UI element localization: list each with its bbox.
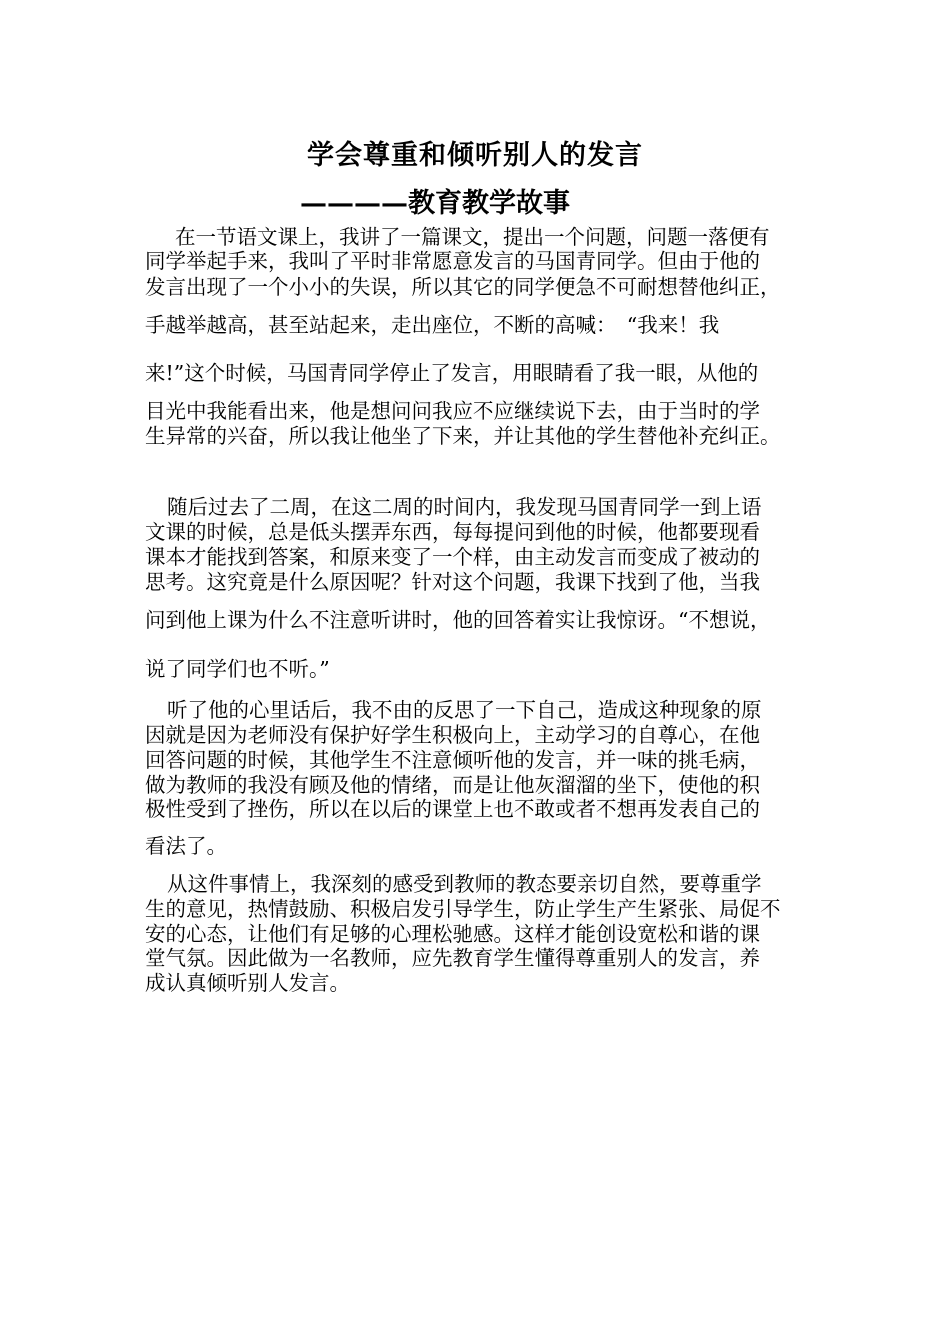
text-line: 说了同学们也不听。”	[145, 657, 330, 681]
text-line: 同学举起手来，我叫了平时非常愿意发言的马国青同学。但由于他的	[145, 249, 760, 273]
text-line: 安的心态，让他们有足够的心理松驰感。这样才能创设宽松和谐的课	[145, 922, 760, 946]
text-line: 来!”这个时候，马国青同学停止了发言，用眼睛看了我一眼，从他的	[145, 361, 759, 385]
text-line: 看法了。	[145, 834, 227, 858]
text-line: 文课的时候，总是低头摆弄东西，每每提问到他的时候，他都要现看	[145, 520, 760, 544]
text-line: 做为教师的我没有顾及他的情绪，而是让他灰溜溜的坐下，使他的积	[145, 773, 760, 797]
text-line: 极性受到了挫伤，所以在以后的课堂上也不敢或者不想再发表自己的	[145, 797, 760, 821]
text-line: 问到他上课为什么不注意听讲时，他的回答着实让我惊讶。“不想说，	[145, 608, 771, 632]
text-line: 生的意见，热情鼓励、积极启发引导学生，防止学生产生紧张、局促不	[145, 897, 781, 921]
text-line: 听了他的心里话后，我不由的反思了一下自己，造成这种现象的原	[167, 698, 762, 722]
text-line: 回答问题的时候，其他学生不注意倾听他的发言，并一味的挑毛病，	[145, 748, 760, 772]
text-line: 手越举越高，甚至站起来，走出座位，不断的高喊： “我来！我	[145, 313, 720, 337]
text-line: 发言出现了一个小小的失误，所以其它的同学便急不可耐想替他纠正，	[145, 275, 781, 299]
text-line: 随后过去了二周，在这二周的时间内，我发现马国青同学一到上语	[167, 495, 762, 519]
text-line: 在一节语文课上，我讲了一篇课文，提出一个问题，问题一落便有	[175, 225, 770, 249]
text-line: 思考。这究竟是什么原因呢？针对这个问题，我课下找到了他，当我	[145, 570, 760, 594]
text-line: 课本才能找到答案，和原来变了一个样，由主动发言而变成了被动的	[145, 545, 760, 569]
text-line: 目光中我能看出来，他是想问问我应不应继续说下去，由于当时的学	[145, 399, 760, 423]
text-line: 因就是因为老师没有保护好学生积极向上，主动学习的自尊心，在他	[145, 723, 760, 747]
text-line: 堂气氛。因此做为一名教师，应先教育学生懂得尊重别人的发言，养	[145, 946, 760, 970]
text-line: 生异常的兴奋，所以我让他坐了下来，并让其他的学生替他补充纠正。	[145, 424, 781, 448]
text-line: 成认真倾听别人发言。	[145, 971, 350, 995]
document-subtitle: ————教育教学故事	[300, 188, 570, 219]
document-title: 学会尊重和倾听别人的发言	[307, 140, 643, 171]
text-line: 从这件事情上，我深刻的感受到教师的教态要亲切自然，要尊重学	[167, 872, 762, 896]
